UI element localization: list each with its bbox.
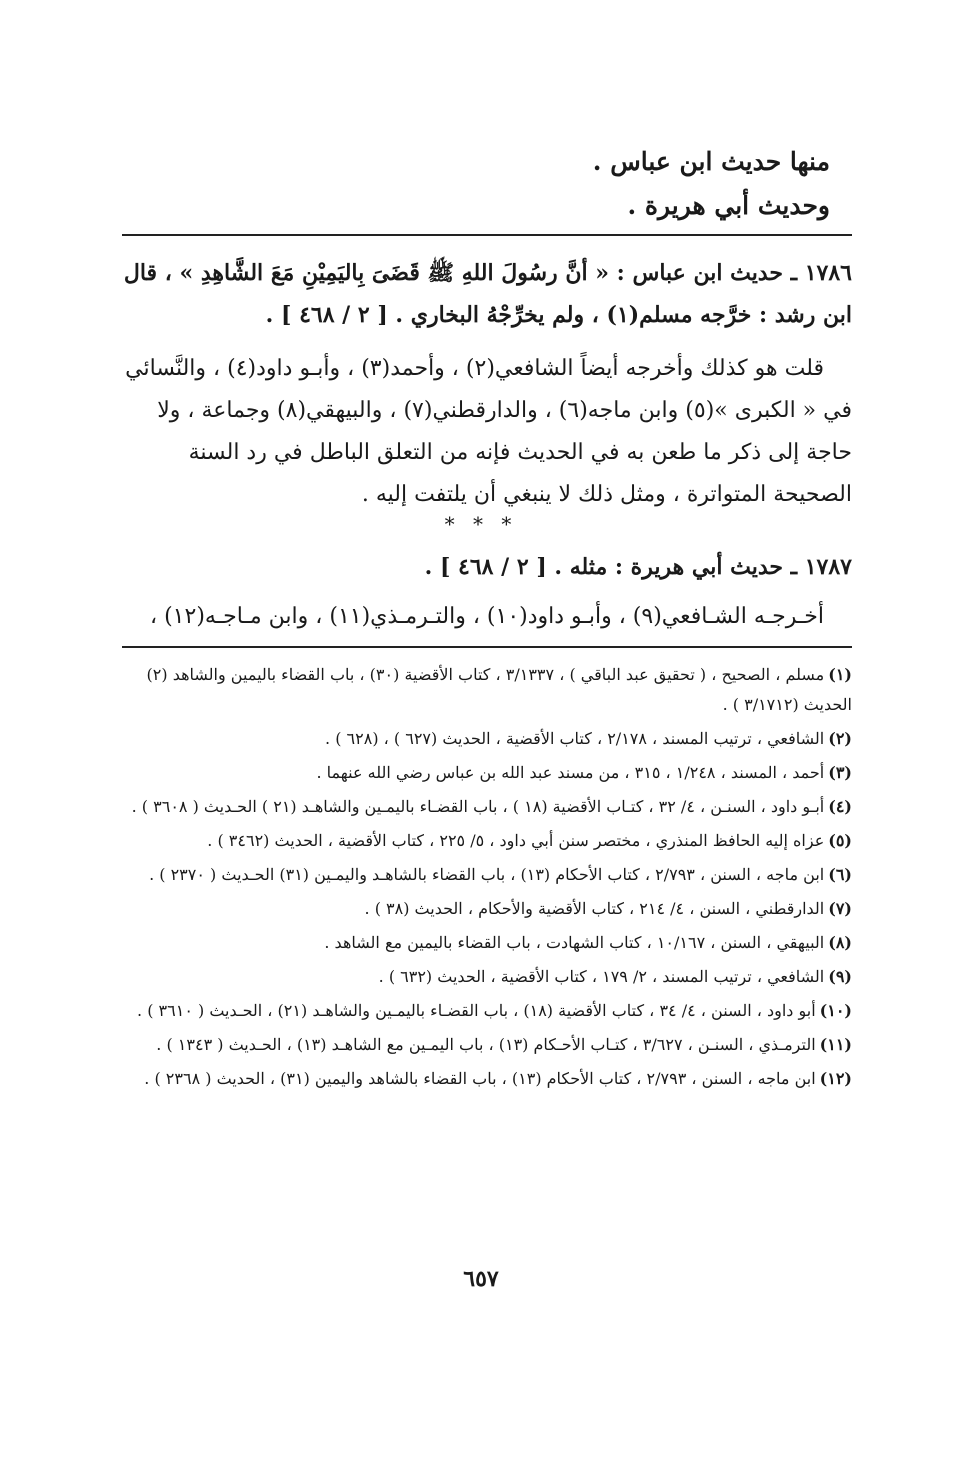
footnotes bbox=[122, 660, 852, 1098]
footnote-number: (٥) bbox=[828, 831, 852, 850]
footnote-number: (١٠) bbox=[819, 1001, 852, 1020]
footnote-number: (١٢) bbox=[819, 1069, 852, 1088]
footnote bbox=[122, 1064, 852, 1094]
footnote bbox=[122, 996, 852, 1026]
footnote-number: (٧) bbox=[828, 899, 852, 918]
hadith-1786: ١٧٨٦ ـ حديث ابن عباس : « أنَّ رسُولَ اللهِ ﷺ قَضَىَ بِاليَمِيْنِ مَعَ الشَّاهِدِ » ، قال ابن رشد : خرَّجه مسلم(١) ، ولم يخرِّجْهُ البخاري . [ ٢ / ٤٦٨ ] . bbox=[123, 260, 852, 328]
heading-line-2: وحديث أبي هريرة . bbox=[627, 191, 830, 220]
footnote-text: ابن ماجه ، السنن ، ٢/٧٩٣ ، كتاب الأحكام (١٣) ، باب القضاء بالشاهد واليمين (٣١) ، الحديث ( ٢٣٦٨ ) . bbox=[144, 1069, 816, 1088]
footnote-number: (٤) bbox=[828, 797, 852, 816]
footnote-text: أبـو داود ، السنـن ، ٤/ ٣٢ ، كتـاب الأقضية (١٨ ) ، باب القضـاء باليمـين والشاهـد (٢١ ) الحـديث ( ٣٦٠٨ ) . bbox=[131, 797, 825, 816]
footnote-text: الدارقطني ، السنن ، ٤/ ٢١٤ ، كتاب الأقضية والأحكام ، الحديث (٣٨ ) . bbox=[364, 899, 825, 918]
footnote bbox=[122, 724, 852, 754]
footnote bbox=[122, 962, 852, 992]
footnote-text: أحمد ، المسند ، ١/٢٤٨ ، ٣١٥ ، من مسند عبد الله بن عباس رضي الله عنهما . bbox=[316, 763, 825, 782]
footnote-text: عزاه إليه الحافظ المنذري ، مختصر سنن أبي داود ، ٥/ ٢٢٥ ، كتاب الأقضية ، الحديث (٣٤٦٢ ) . bbox=[207, 831, 825, 850]
takhrij-paragraph: أخـرجـه الشـافعي(٩) ، وأبـو داود(١٠) ، والتـرمـذي(١١) ، وابن مـاجـه(١٢) ، bbox=[149, 604, 824, 629]
hadith-1787: ١٧٨٧ ـ حديث أبي هريرة : مثله . [ ٢ / ٤٦٨ ] . bbox=[424, 554, 852, 580]
top-divider bbox=[122, 234, 852, 236]
footnote-number: (٣) bbox=[828, 763, 852, 782]
heading-line-1: منها حديث ابن عباس . bbox=[592, 147, 830, 176]
footnote bbox=[122, 792, 852, 822]
footnote bbox=[122, 660, 852, 720]
footnote-number: (١١) bbox=[819, 1035, 852, 1054]
footnote-text: مسلم ، الصحيح ، ( تحقيق عبد الباقي ) ، ٣/١٣٣٧ ، كتاب الأقضية (٣٠) ، باب القضاء باليمين والشاهد (٢) الحديث (٣/١٧١٢ ) . bbox=[146, 665, 852, 714]
footnote-number: (٢) bbox=[828, 729, 852, 748]
page-number: ٦٥٧ bbox=[463, 1266, 499, 1292]
commentary-paragraph: قلت هو كذلك وأخرجه أيضاً الشافعي(٢) ، وأحمد(٣) ، وأبـو داود(٤) ، والنَّسائي في « الكبرى »(٥) وابن ماجه(٦) ، والدارقطني(٧) ، والبيهقي(٨) وجماعة ، ولا حاجة إلى ذكر ما طعن به في الحديث فإنه من التعلق الباطل في رد السنة الصحيحة المتواترة ، ومثل ذلك لا ينبغي أن يلتفت إليه . bbox=[125, 356, 852, 507]
footnote bbox=[122, 758, 852, 788]
footnote-number: (٩) bbox=[828, 967, 852, 986]
footnote-text: الشافعي ، ترتيب المسند ، ٢/ ١٧٩ ، كتاب الأقضية ، الحديث (٦٣٢ ) . bbox=[378, 967, 825, 986]
footnote-text: الترمـذي ، السنـن ، ٣/٦٢٧ ، كتـاب الأحـكام (١٣) ، باب اليمـين مع الشاهـد (١٣) ، الحـديث ( ١٣٤٣ ) . bbox=[156, 1035, 816, 1054]
footnote bbox=[122, 928, 852, 958]
footnote bbox=[122, 826, 852, 856]
footnotes-divider bbox=[122, 646, 852, 648]
section-separator: * * * bbox=[444, 512, 518, 536]
footnote-number: (٦) bbox=[828, 865, 852, 884]
footnote bbox=[122, 1030, 852, 1060]
footnote-number: (٨) bbox=[828, 933, 852, 952]
footnote-text: البيهقي ، السنن ، ١٠/١٦٧ ، كتاب الشهادت ، باب القضاء باليمين مع الشاهد . bbox=[324, 933, 825, 952]
footnote bbox=[122, 860, 852, 890]
footnote-text: الشافعي ، ترتيب المسند ، ٢/١٧٨ ، كتاب الأقضية ، الحديث (٦٢٧ ) ، (٦٢٨ ) . bbox=[325, 729, 825, 748]
footnote bbox=[122, 894, 852, 924]
footnote-number: (١) bbox=[828, 665, 852, 684]
footnote-text: ابن ماجه ، السنن ، ٢/٧٩٣ ، كتاب الأحكام (١٣) ، باب القضاء بالشاهـد واليمـين (٣١) الحـديث ( ٢٣٧٠ ) . bbox=[149, 865, 825, 884]
section-heading bbox=[130, 140, 830, 228]
footnote-text: أبو داود ، السنن ، ٤/ ٣٤ ، كتاب الأقضية (١٨) ، باب القضـاء باليمـين والشاهـد (٢١) ، الحـديث ( ٣٦١٠ ) . bbox=[137, 1001, 816, 1020]
